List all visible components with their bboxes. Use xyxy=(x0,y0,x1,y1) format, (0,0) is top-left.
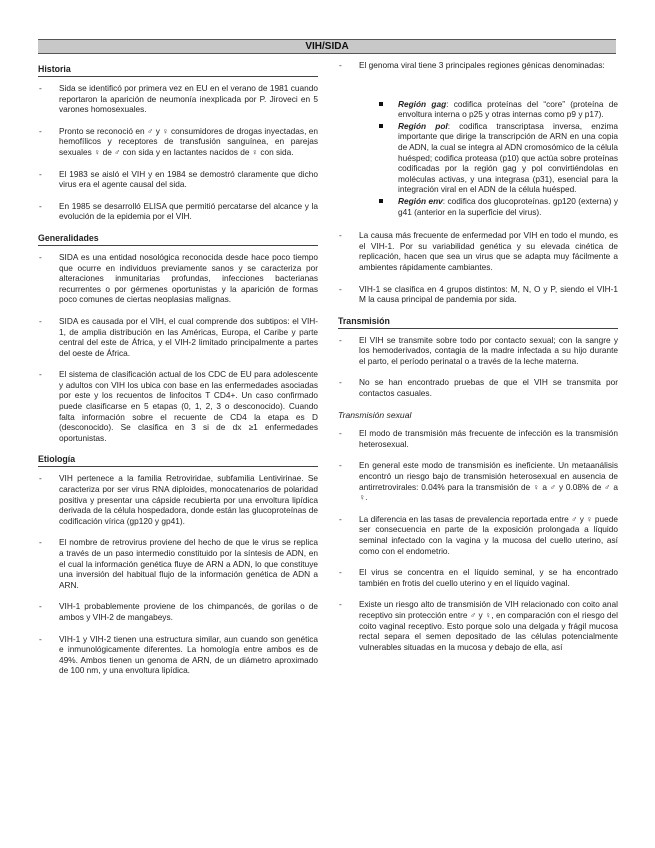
region-description: : codifica transcriptasa inversa, enzima importante que dirige la transcripción de ARN en una copia de ADN, la cual se integra al ADN cromosómico de la célula huésped; codifica proteasa (p10) que actúa sobre proteínas codificadas por la región gag y pol convirtiéndolas en moléculas activas, y una integrasa (p31), esencial para la integración viral en el ADN de la célula huésped. xyxy=(398,120,618,195)
generalidades-item: - SIDA es una entidad nosológica reconocida desde hace poco tiempo que ocurre en individuos previamente sanos y se caracteriza por alteraciones inmunitarias profundas, infecciones bacterianas recurrentes o por gérmenes oportunistas y la aparición de formas poco comunes de ciertas neoplasias malignas. xyxy=(38,252,318,305)
page-title: VIH/SIDA xyxy=(38,39,616,54)
section-heading-etiologia: Etiología xyxy=(38,454,318,467)
section-heading-historia: Historia xyxy=(38,64,318,77)
historia-item: - Pronto se reconoció en ♂ y ♀ consumidores de drogas inyectadas, en hemofílicos y receptores de transfusión sanguínea, en parejas sexuales ♀ de ♂ con sida y en lactantes nacidos de ♀ con sida. xyxy=(38,126,318,158)
generalidades-item: - El sistema de clasificación actual de los CDC de EU para adolescente y adultos con VIH los ubica con base en las enfermedades asociadas por este y los recuentos de linfocitos T CD4+. Un caso confirmado puede clasificarse en 5 etapas (0, 1, 2, 3 o desconocido). Cuando falta información sobre el recuente de CD4 la etapa es D (desconocido). Se clasifica en 3 si de dx ≥1 enfermedades oportunistas. xyxy=(38,369,318,443)
genome-item: - VIH-1 se clasifica en 4 grupos distintos: M, N, O y P, siendo el VIH-1 M la causa principal de pandemia por sida. xyxy=(338,284,618,305)
genome-region-item xyxy=(338,99,618,120)
section-heading-generalidades: Generalidades xyxy=(38,233,318,246)
left-column xyxy=(38,60,318,687)
transmision-sexual-item: - El modo de transmisión más frecuente de infección es la transmisión heterosexual. xyxy=(338,428,618,449)
region-term: Región env xyxy=(398,195,443,206)
genome-regions-list xyxy=(338,99,618,218)
section-heading-transmision: Transmisión xyxy=(338,316,618,329)
genome-region-item xyxy=(338,196,618,217)
etiologia-item: - VIH-1 probablemente proviene de los chimpancés, de gorilas o de ambos y VIH-2 de mangabeys. xyxy=(38,601,318,622)
historia-item: - El 1983 se aisló el VIH y en 1984 se demostró claramente que dicho virus era el agente causal del sida. xyxy=(38,169,318,190)
transmision-sexual-item: - La diferencia en las tasas de prevalencia reportada entre ♂ y ♀ puede ser consecuencia en parte de la exposición prolongada a líquido seminal infectado con la vagina y la mucosa del cuello uterino, así como con el endometrio. xyxy=(338,514,618,556)
etiologia-item: - VIH pertenece a la familia Retroviridae, subfamilia Lentivirinae. Se caracteriza por ser virus RNA diploides, monocatenarios de polaridad positiva y presentar una cápside recubierta por una envoltura lipídica derivada de la célula hospedadora, donde están las glucoproteínas de codificación vírica (gp120 y gp41). xyxy=(38,473,318,526)
etiologia-item: - VIH-1 y VIH-2 tienen una estructura similar, aun cuando son genética e inmunológicamente diferentes. La homología entre ambos es de 49%. Ambos tienen un genoma de ARN, de un diámetro aproximado de 100 nm, y una envoltura lipídica. xyxy=(38,634,318,676)
region-description: : codifica proteínas del “core” (proteína de envoltura interna o p25 y otras internas como p9 y p17). xyxy=(398,98,618,120)
transmision-sexual-item: - Existe un riesgo alto de transmisión de VIH relacionado con coito anal receptivo sin protección entre ♂ y ♀, en comparación con el riesgo del coito vaginal receptivo. Esto porque solo una delgada y frágil mucosa rectal separa el semen depositado de las células potencialmente vulnerables situadas en la mucosa y debajo de ella, así xyxy=(338,599,618,652)
historia-item: - Sida se identificó por primera vez en EU en el verano de 1981 cuando reportaron la aparición de neumonía inexplicada por P. Jiroveci en 5 varones homosexuales. xyxy=(38,83,318,115)
transmision-item: - El VIH se transmite sobre todo por contacto sexual; con la sangre y los hemoderivados, contagia de la madre infectada a su hijo durante el parto, el período perinatal o a través de la leche materna. xyxy=(338,335,618,367)
genome-intro-item: - El genoma viral tiene 3 principales regiones génicas denominadas: xyxy=(338,60,618,71)
genome-region-item xyxy=(338,121,618,195)
transmision-sexual-item: - El virus se concentra en el líquido seminal, y se ha encontrado también en frotis del cuello uterino y en el líquido vaginal. xyxy=(338,567,618,588)
transmision-item: - No se han encontrado pruebas de que el VIH se transmita por contactos casuales. xyxy=(338,377,618,398)
transmision-sexual-item: - En general este modo de transmisión es ineficiente. Un metaanálisis encontró un riesgo bajo de transmisión heterosexual en ausencia de antirretrovirales: 0.04% para la transmisión de ♀ a ♂ y 0.08% de ♂ a ♀. xyxy=(338,460,618,502)
right-column xyxy=(338,60,618,663)
region-term: Región pol xyxy=(398,120,448,131)
region-term: Región gag xyxy=(398,98,447,109)
genome-item: - La causa más frecuente de enfermedad por VIH en todo el mundo, es el VIH-1. Por su variabilidad genética y su elevada cinética de replicación, hacen que sea un virus que se adapta muy fácilmente a ambientes rápidamente cambiantes. xyxy=(338,230,618,272)
generalidades-item: - SIDA es causada por el VIH, el cual comprende dos subtipos: el VIH-1, de amplia distribución en las Américas, Europa, el Caribe y parte central del este de África, y el VIH-2 limitado principalmente a partes del oeste de África. xyxy=(38,316,318,358)
subheading-transmision-sexual: Transmisión sexual xyxy=(338,409,412,420)
historia-item: - En 1985 se desarrolló ELISA que permitió percatarse del alcance y la evolución de la epidemia por el VIH. xyxy=(38,201,318,222)
region-description: : codifica dos glucoproteínas. gp120 (externa) y g41 (anterior en la superficie del virus). xyxy=(398,195,618,217)
etiologia-item: - El nombre de retrovirus proviene del hecho de que le virus se replica a través de un paso intermedio constituido por la síntesis de ADN, en el cual la información genética fluye de ARN a ADN, lo que constituye una inversión del habitual flujo de la información genética de ADN a ARN. xyxy=(38,537,318,590)
